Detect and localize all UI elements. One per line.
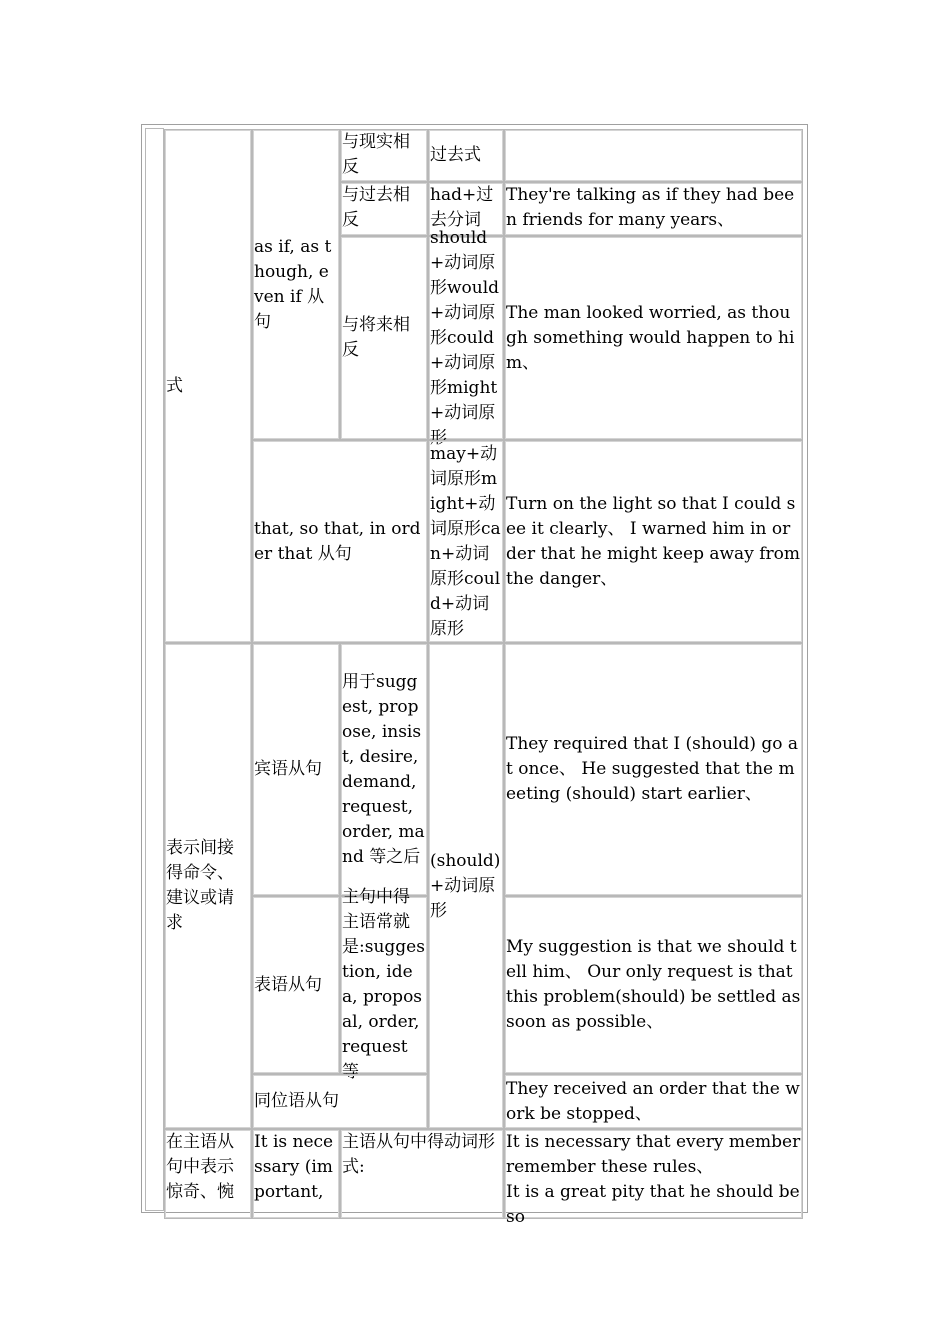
relation-cell: 与将来相反	[340, 236, 428, 440]
usage-note-cell: 主语从句中得动词形式:	[340, 1129, 504, 1219]
clause-type-cell: 表语从句	[252, 896, 340, 1074]
example-cell: The man looked worried, as though something would happen to him、	[504, 236, 803, 440]
mood-label-cell: 式	[164, 129, 252, 643]
example-cell: They received an order that the work be stopped、	[504, 1074, 803, 1129]
usage-note-cell: 主句中得主语常就是:suggestion, idea, proposal, order, request 等	[340, 896, 428, 1074]
clause-type-cell: 同位语从句	[252, 1074, 428, 1129]
usage-label-cell: 表示间接得命令、建议或请求	[164, 643, 252, 1129]
clause-type-cell: 宾语从句	[252, 643, 340, 896]
example-cell: Turn on the light so that I could see it clearly、 I warned him in order that he might keep away from the danger、	[504, 440, 803, 643]
subject-clause-cell: It is necessary (important,	[252, 1129, 340, 1219]
relation-cell: 与现实相反	[340, 129, 428, 182]
example-cell	[504, 1129, 803, 1227]
verb-form-cell: (should)+动词原形	[428, 643, 504, 1129]
example-cell: They're talking as if they had been friends for many years、	[504, 182, 803, 236]
relation-cell: 与过去相反	[340, 182, 428, 236]
margin-cell	[145, 128, 164, 1211]
verb-form-cell: should+动词原形would+动词原形could+动词原形might+动词原形	[428, 236, 504, 440]
grammar-table	[141, 124, 808, 1227]
verb-form-cell: 过去式	[428, 129, 504, 182]
usage-label-cell: 在主语从句中表示惊奇、惋	[164, 1129, 252, 1219]
example-cell	[504, 129, 803, 182]
as-if-clause-cell: as if, as though, even if 从句	[252, 129, 340, 440]
example-line: It is necessary that every member remember these rules、	[506, 1132, 801, 1177]
example-cell: They required that I (should) go at once、 He suggested that the meeting (should) start earlier、	[504, 643, 803, 896]
usage-note-cell: 用于suggest, propose, insist, desire, demand, request, order, mand 等之后	[340, 643, 428, 896]
verb-form-cell: had+过去分词	[428, 182, 504, 236]
verb-form-cell: may+动词原形might+动词原形can+动词原形could+动词原形	[428, 440, 504, 643]
example-line: It is a great pity that he should be so	[506, 1182, 800, 1227]
purpose-clause-cell: that, so that, in order that 从句	[252, 440, 428, 643]
example-cell: My suggestion is that we should tell him、 Our only request is that this problem(should) be settled as soon as possible、	[504, 896, 803, 1074]
